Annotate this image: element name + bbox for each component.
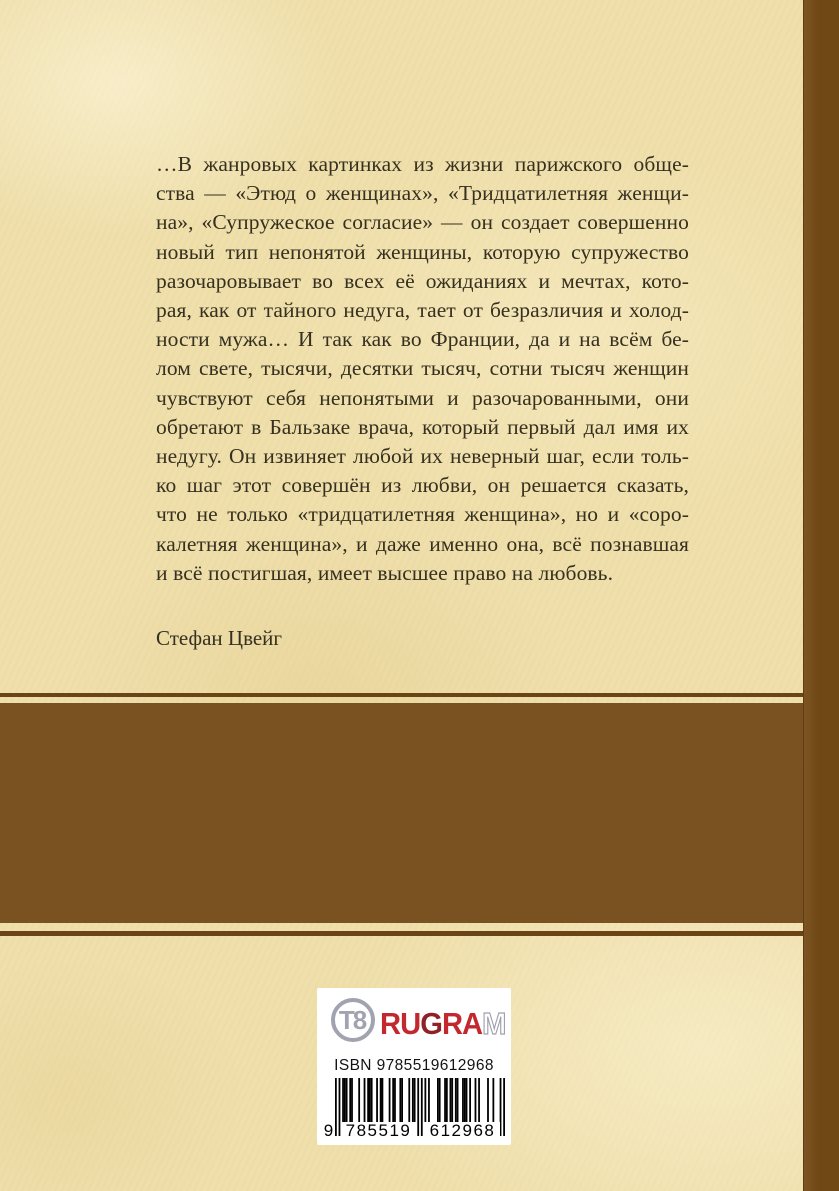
- barcode-digit-group: 785519: [341, 1122, 416, 1140]
- rugram-logo: [317, 996, 511, 1054]
- quote-line: чувствуют себя непонятыми и разочарованными, они: [156, 385, 689, 410]
- quote-line: ности мужа… И так как во Франции, да и на всём бе-: [156, 327, 689, 352]
- quote-line: новый тип непонятой женщины, которую супружество: [156, 239, 689, 264]
- quote-line: рая, как от тайного недуга, тает от безразличия и холод-: [156, 298, 689, 323]
- quote-line: ства — «Этюд о женщинах», «Тридцатилетняя женщи-: [156, 181, 689, 206]
- quote-line: недугу. Он извиняет любой их неверный шаг, если толь-: [156, 444, 689, 469]
- t8-monogram-icon: Т8: [331, 998, 375, 1042]
- divider-line-bottom: [0, 931, 839, 936]
- isbn-barcode: [323, 1078, 505, 1140]
- wordmark-letter: G: [420, 1006, 442, 1041]
- quote-text: [156, 150, 689, 588]
- wordmark-letter: U: [400, 1006, 421, 1041]
- quote-line: что не только «тридцатилетняя женщина», но и «соро-: [156, 502, 689, 527]
- barcode-digit-group: 9: [323, 1121, 334, 1140]
- quote-line: и всё постигшая, имеет высшее право на любовь.: [156, 560, 614, 585]
- quote-section: [156, 150, 689, 651]
- wordmark-letter: A: [462, 1006, 483, 1041]
- barcode-digit-group: 612968: [425, 1122, 500, 1140]
- publisher-box: [317, 988, 511, 1145]
- wordmark-letter: R: [441, 1006, 463, 1041]
- quote-line: обретают в Бальзаке врача, который первый дал имя их: [156, 414, 689, 439]
- quote-line: разочаровывает во всех её ожиданиях и мечтах, кото-: [156, 268, 689, 293]
- divider-line-top: [0, 693, 839, 697]
- rugram-wordmark: [380, 1006, 506, 1042]
- wordmark-letter: M: [482, 1006, 506, 1041]
- isbn-label: ISBN 9785519612968: [334, 1057, 494, 1074]
- quote-line: лом свете, тысячи, десятки тысяч, сотни тысяч женщин: [156, 356, 689, 381]
- wordmark-letter: R: [380, 1006, 401, 1041]
- quote-line: на», «Супружеское согласие» — он создает совершенно: [156, 210, 689, 235]
- right-edge-stripe: [803, 0, 839, 1191]
- quote-line: калетняя женщина», и даже именно она, всё познавшая: [156, 531, 689, 556]
- quote-line: …В жанровых картинках из жизни парижского обще-: [156, 152, 689, 176]
- quote-attribution: Стефан Цвейг: [156, 626, 283, 651]
- brown-band: [0, 703, 839, 923]
- quote-line: ко шаг этот совершён из любви, он решается сказать,: [156, 473, 689, 498]
